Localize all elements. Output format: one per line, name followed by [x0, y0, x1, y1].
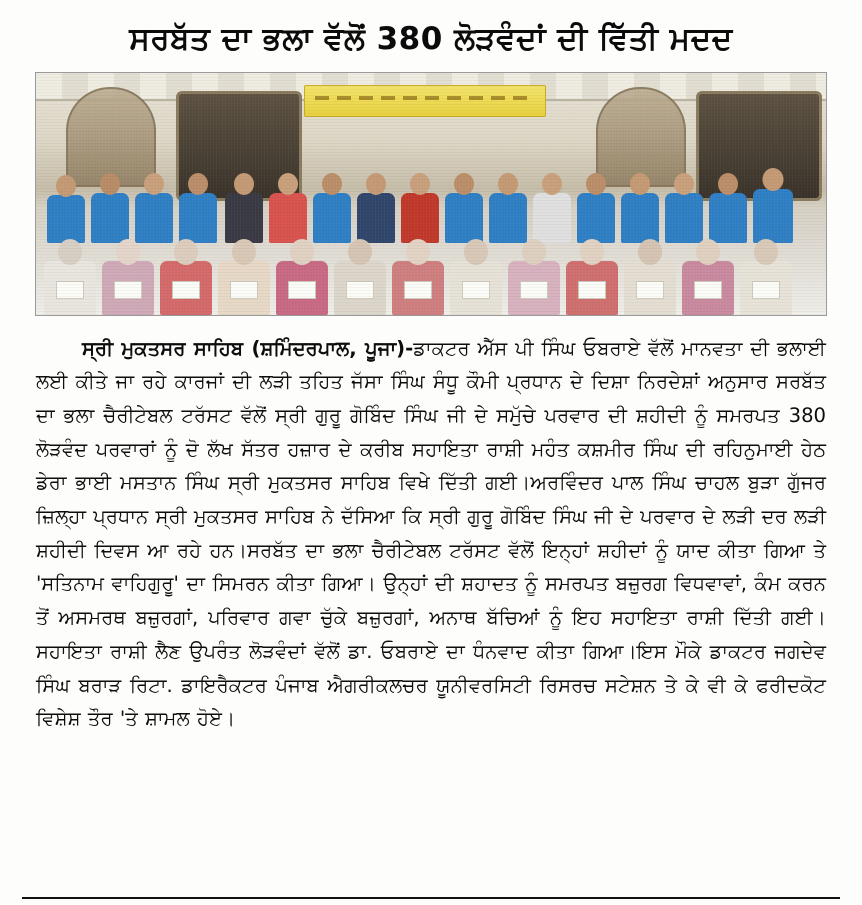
article-photo: [35, 72, 827, 316]
photo-person: [216, 229, 272, 315]
photo-person: [738, 229, 794, 315]
photo-person: [390, 229, 446, 315]
photo-person: [158, 229, 214, 315]
article-dateline: ਸ੍ਰੀ ਮੁਕਤਸਰ ਸਾਹਿਬ (ਸ਼ਮਿੰਦਰਪਾਲ, ਪੂਜਾ)-: [82, 336, 414, 360]
photo-person: [100, 229, 156, 315]
photo-person: [42, 229, 98, 315]
photo-person: [332, 229, 388, 315]
photo-person: [680, 229, 736, 315]
photo-person: [448, 229, 504, 315]
page-title: ਸਰਬੱਤ ਦਾ ਭਲਾ ਵੱਲੋਂ 380 ਲੋੜਵੰਦਾਂ ਦੀ ਵਿੱਤੀ ਮਦਦ: [129, 21, 733, 57]
photo-seated-row: [36, 223, 826, 315]
bottom-divider: [22, 897, 840, 899]
photo-person: [274, 229, 330, 315]
article-body: [36, 332, 826, 736]
photo-person: [506, 229, 562, 315]
article-text: ਡਾਕਟਰ ਐੱਸ ਪੀ ਸਿੰਘ ਓਬਰਾਏ ਵੱਲੋਂ ਮਾਨਵਤਾ ਦੀ ਭਲਾਈ ਲਈ ਕੀਤੇ ਜਾ ਰਹੇ ਕਾਰਜਾਂ ਦੀ ਲੜੀ ਤਹਿਤ ਜੱਸਾ ਸਿੰਘ ਸੰਧੂ ਕੌਮੀ ਪ੍ਰਧਾਨ ਦੇ ਦਿਸ਼ਾ ਨਿਰਦੇਸ਼ਾਂ ਅਨੁਸਾਰ ਸਰਬੱਤ ਦਾ ਭਲਾ ਚੈਰੀਟੇਬਲ ਟਰੱਸਟ ਵੱਲੋਂ ਸ੍ਰੀ ਗੁਰੂ ਗੋਬਿੰਦ ਸਿੰਘ ਜੀ ਦੇ ਸਮੁੱਚੇ ਪਰਵਾਰ ਦੀ ਸ਼ਹੀਦੀ ਨੂੰ ਸਮਰਪਤ 380 ਲੋੜਵੰਦ ਪਰਵਾਰਾਂ ਨੂੰ ਦੋ ਲੱਖ ਸੱਤਰ ਹਜ਼ਾਰ ਦੇ ਕਰੀਬ ਸਹਾਇਤਾ ਰਾਸ਼ੀ ਮਹੰਤ ਕਸ਼ਮੀਰ ਸਿੰਘ ਦੀ ਰਹਿਨੁਮਾਈ ਹੇਠ ਡੇਰਾ ਭਾਈ ਮਸਤਾਨ ਸਿੰਘ ਸ੍ਰੀ ਮੁਕਤਸਰ ਸਾਹਿਬ ਵਿਖੇ ਦਿੱਤੀ ਗਈ।ਅਰਵਿੰਦਰ ਪਾਲ ਸਿੰਘ ਚਾਹਲ ਬੁੜਾ ਗੁੱਜਰ ਜ਼ਿਲ੍ਹਾ ਪ੍ਰਧਾਨ ਸ੍ਰੀ ਮੁਕਤਸਰ ਸਾਹਿਬ ਨੇ ਦੱਸਿਆ ਕਿ ਸ੍ਰੀ ਗੁਰੂ ਗੋਬਿੰਦ ਸਿੰਘ ਜੀ ਦੇ ਪਰਵਾਰ ਦੇ ਲੜੀ ਦਰ ਲੜੀ ਸ਼ਹੀਦੀ ਦਿਵਸ ਆ ਰਹੇ ਹਨ।ਸਰਬੱਤ ਦਾ ਭਲਾ ਚੈਰੀਟੇਬਲ ਟਰੱਸਟ ਵੱਲੋਂ ਇਨ੍ਹਾਂ ਸ਼ਹੀਦਾਂ ਨੂੰ ਯਾਦ ਕੀਤਾ ਗਿਆ ਤੇ 'ਸਤਿਨਾਮ ਵਾਹਿਗੁਰੂ' ਦਾ ਸਿਮਰਨ ਕੀਤਾ ਗਿਆ। ਉਨ੍ਹਾਂ ਦੀ ਸ਼ਹਾਦਤ ਨੂੰ ਸਮਰਪਤ ਬਜ਼ੁਰਗ ਵਿਧਵਾਵਾਂ, ਕੰਮ ਕਰਨ ਤੋਂ ਅਸਮਰਥ ਬਜ਼ੁਰਗਾਂ, ਪਰਿਵਾਰ ਗਵਾ ਚੁੱਕੇ ਬਜ਼ੁਰਗਾਂ, ਅਨਾਥ ਬੱਚਿਆਂ ਨੂੰ ਇਹ ਸਹਾਇਤਾ ਰਾਸ਼ੀ ਦਿੱਤੀ ਗਈ।ਸਹਾਇਤਾ ਰਾਸ਼ੀ ਲੈਣ ਉਪਰੰਤ ਲੋੜਵੰਦਾਂ ਵੱਲੋਂ ਡਾ. ਓਬਰਾਏ ਦਾ ਧੰਨਵਾਦ ਕੀਤਾ ਗਿਆ।ਇਸ ਮੌਕੇ ਡਾਕਟਰ ਜਗਦੇਵ ਸਿੰਘ ਬਰਾੜ ਰਿਟਾ. ਡਾਇਰੈਕਟਰ ਪੰਜਾਬ ਐਗਰੀਕਲਚਰ ਯੂਨੀਵਰਸਿਟੀ ਰਿਸਰਚ ਸਟੇਸ਼ਨ ਤੇ ਕੇ ਵੀ ਕੇ ਫਰੀਦਕੋਟ ਵਿਸ਼ੇਸ਼ ਤੌਰ 'ਤੇ ਸ਼ਾਮਲ ਹੋਏ।: [36, 336, 826, 731]
photo-person: [622, 229, 678, 315]
photo-banner: [304, 85, 546, 117]
photo-person: [564, 229, 620, 315]
